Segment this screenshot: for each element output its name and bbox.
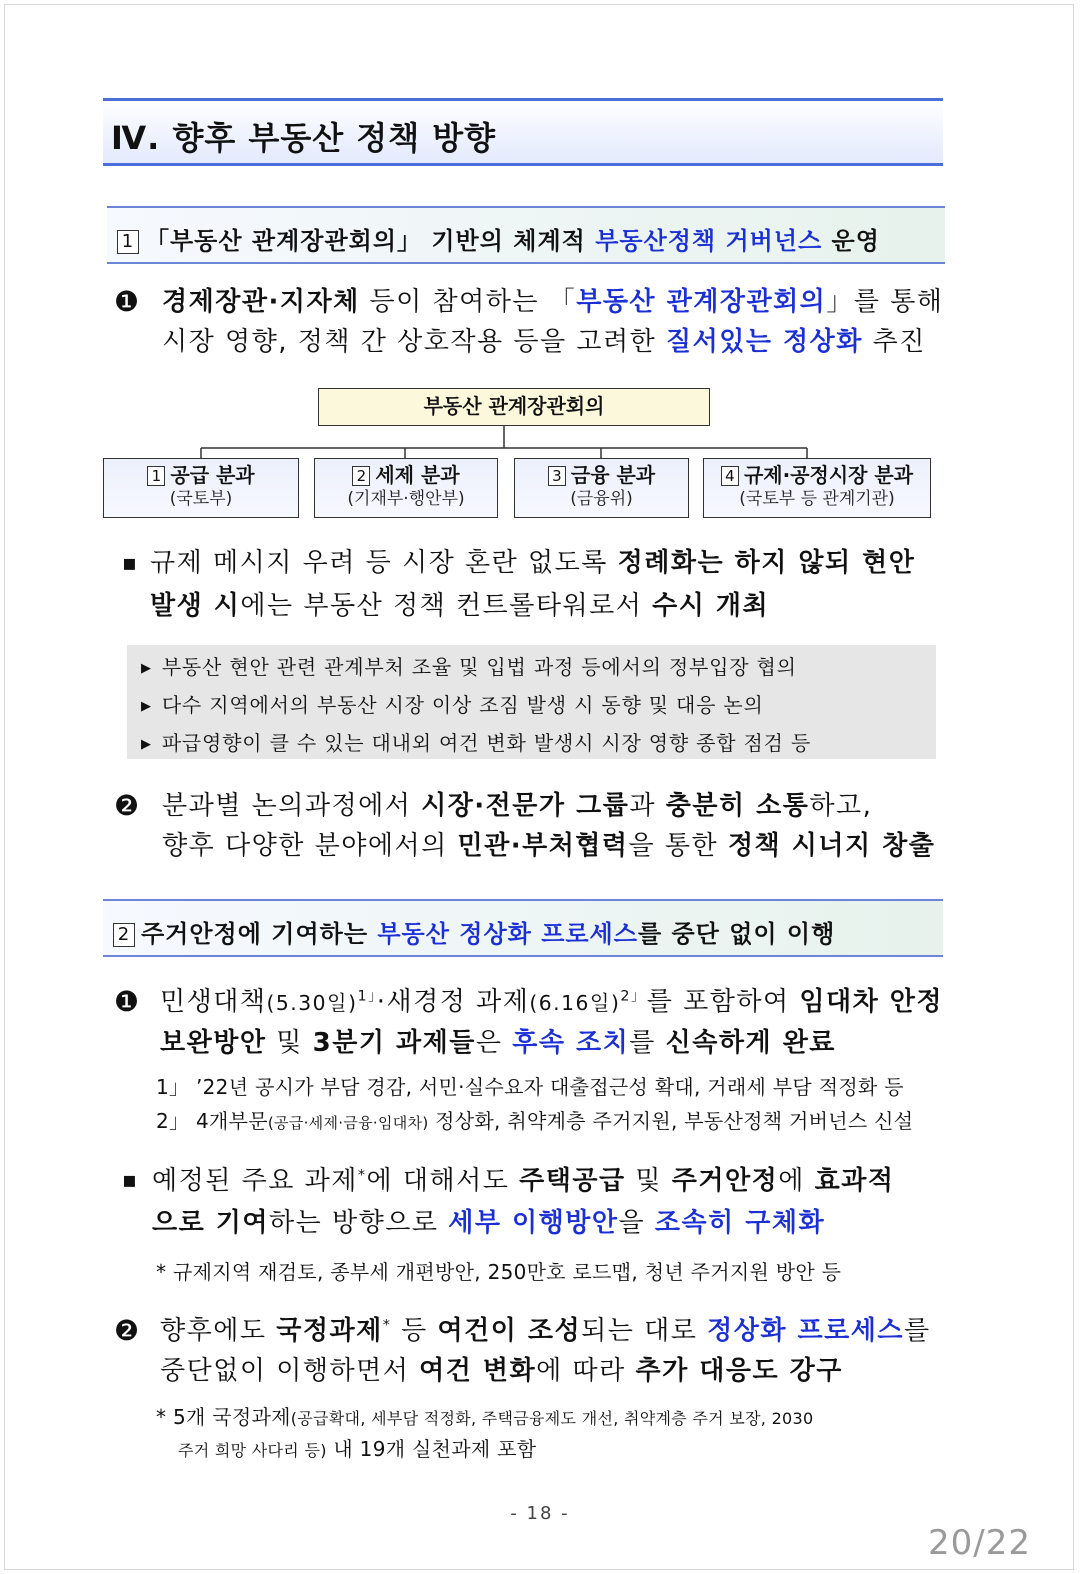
- heading-text: 주거안정에 기여하는: [141, 920, 378, 948]
- square-bullet-icon: ▪: [122, 1168, 139, 1193]
- circled-number-2-icon: ❷: [114, 1314, 141, 1347]
- text: 시장 영향, 정책 간 상호작용 등을 고려한: [162, 327, 666, 357]
- bullet-paragraph-1: [122, 542, 915, 628]
- box-subtitle: (국토부 등 관계기관): [739, 489, 895, 509]
- subsection-2-heading: [103, 899, 943, 957]
- box-number: 3: [548, 466, 566, 486]
- bold-text: 충분히 소통: [665, 791, 810, 821]
- footnote-star-1: * 규제지역 재검토, 종부세 개편방안, 250만호 로드맵, 청년 주거지원 방안 등: [156, 1260, 842, 1284]
- org-chart-top-box: 부동산 관계장관회의: [318, 388, 710, 426]
- heading-highlight: 부동산 정상화 프로세스: [377, 920, 638, 948]
- text: 에: [778, 1166, 815, 1196]
- box-subtitle: (국토부): [169, 489, 233, 509]
- text: 를 포함하여: [646, 987, 800, 1017]
- bold-text: 여건이 조성: [437, 1316, 582, 1346]
- detail-text: 부동산 현안 관련 관계부처 조율 및 입법 과정 등에서의 정부입장 협의: [161, 655, 797, 679]
- footnote-ref: 1」: [357, 988, 377, 1005]
- text: 추진: [862, 327, 926, 357]
- text: ·새경정 과제: [376, 987, 530, 1017]
- text: 분과별 논의과정에서: [162, 791, 422, 821]
- footnote-2: [156, 1105, 913, 1140]
- text: 정상화, 취약계층 주거지원, 부동산정책 거버넌스 신설: [428, 1109, 914, 1133]
- subsection-number: 1: [117, 230, 139, 254]
- bold-text: 수시 개최: [652, 591, 770, 621]
- text: 및: [266, 1028, 313, 1058]
- text: 등: [391, 1316, 438, 1346]
- text: 2」 4개부문: [156, 1109, 268, 1133]
- heading-text: 운영: [822, 227, 880, 255]
- text: 은: [475, 1028, 513, 1058]
- text: 등이 참여하는 「: [359, 287, 577, 317]
- heading-highlight: 부동산정책 거버넌스: [595, 227, 823, 255]
- org-box-regulation: [703, 458, 931, 518]
- box-subtitle: (기재부·행안부): [347, 489, 465, 509]
- page-number: - 18 -: [510, 1503, 570, 1524]
- paragraph-3: [114, 982, 943, 1063]
- small-text: 주거 희망 사다리 등): [178, 1441, 327, 1460]
- detail-text: 파급영향이 클 수 있는 대내외 여건 변화 발생시 시장 영향 종합 점검 등: [161, 731, 812, 755]
- bold-text: 경제장관·지자체: [162, 287, 360, 317]
- small-text: (공급·세제·금융·임대차): [267, 1114, 429, 1132]
- bold-text: 정책 시너지 창출: [727, 831, 936, 861]
- bold-text: 임대차 안정: [799, 987, 944, 1017]
- footnote-ref: 2」: [620, 988, 647, 1005]
- detail-item: [141, 725, 936, 763]
- org-chart-connectors: [0, 0, 1080, 470]
- bold-text: 추가 대응도 강구: [635, 1356, 843, 1386]
- bold-text: 보완방안: [160, 1028, 267, 1058]
- text: 및: [625, 1166, 672, 1196]
- text: 중단없이 이행하면서: [160, 1356, 420, 1386]
- box-title: 세제 분과: [375, 463, 460, 487]
- footnote-1: 1」 ’22년 공시가 부담 경감, 서민·실수요자 대출접근성 확대, 거래세 부담 적정화 등: [156, 1075, 904, 1099]
- highlight-text: 질서있는 정상화: [665, 327, 863, 357]
- bold-text: 국정과제: [276, 1316, 383, 1346]
- highlight-text: 세부 이행방안: [448, 1208, 619, 1238]
- text: 되는 대로: [581, 1316, 708, 1346]
- circled-number-2-icon: ❷: [114, 789, 141, 822]
- box-subtitle: (금융위): [570, 489, 633, 509]
- box-title: 규제·공정시장 분과: [743, 463, 914, 487]
- text: 에 따라: [536, 1356, 636, 1386]
- text: 을: [618, 1208, 655, 1238]
- paragraph-2: [114, 786, 935, 866]
- triangle-bullet-icon: ▶: [141, 699, 152, 714]
- text: 에는 부동산 정책 컨트롤타워로서: [240, 591, 653, 621]
- box-title: 금융 분과: [570, 463, 656, 487]
- subsection-number: 2: [113, 923, 135, 947]
- circled-number-1-icon: ❶: [114, 285, 141, 318]
- text: 민생대책: [160, 987, 267, 1017]
- text: 과: [629, 791, 666, 821]
- text: * 5개 국정과제: [156, 1405, 291, 1429]
- page-counter: 20/22: [928, 1523, 1031, 1563]
- bold-text: 으로 기여: [152, 1208, 270, 1238]
- text: 을 통한: [628, 831, 728, 861]
- text: 하고,: [809, 791, 873, 821]
- small-text: (공급확대, 세부담 적정화, 주택금융제도 개선, 취약계층 주거 보장, 2030: [290, 1409, 814, 1428]
- heading-text: 를 중단 없이 이행: [637, 920, 836, 948]
- bold-text: 신속하게 완료: [665, 1028, 836, 1058]
- text: 향후 다양한 분야에서의: [162, 831, 458, 861]
- section-title: Ⅳ. 향후 부동산 정책 방향: [103, 98, 943, 166]
- text: 를: [904, 1316, 931, 1346]
- triangle-bullet-icon: ▶: [141, 737, 152, 752]
- detail-item: [141, 687, 936, 725]
- text: 향후에도: [160, 1316, 277, 1346]
- bold-text: 효과적: [814, 1166, 895, 1196]
- date-text: (6.16일): [529, 991, 621, 1015]
- date-text: (5.30일): [266, 991, 358, 1015]
- bold-text: 여건 변화: [419, 1356, 537, 1386]
- org-box-finance: [514, 458, 689, 518]
- text: 규제 메시지 우려 등 시장 혼란 없도록: [150, 548, 618, 578]
- text: 내 19개 실천과제 포함: [326, 1437, 537, 1461]
- bullet-paragraph-2: [122, 1160, 894, 1244]
- org-box-tax: [314, 458, 498, 518]
- triangle-bullet-icon: ▶: [141, 661, 152, 676]
- text: 하는 방향으로: [269, 1208, 449, 1238]
- footnote-ref: *: [382, 1317, 392, 1334]
- highlight-text: 후속 조치: [512, 1028, 630, 1058]
- bold-text: 정례화는 하지 않되 현안: [617, 548, 916, 578]
- square-bullet-icon: ▪: [122, 551, 139, 576]
- footnote-ref: *: [357, 1167, 367, 1184]
- bold-text: 주택공급: [519, 1166, 626, 1196]
- text: 에 대해서도: [366, 1166, 520, 1196]
- heading-text: 「부동산 관계장관회의」 기반의 체계적: [145, 227, 596, 255]
- text: 예정된 주요 과제: [152, 1166, 358, 1196]
- box-number: 2: [352, 466, 370, 486]
- text: 」를 통해: [826, 287, 944, 317]
- bold-text: 민관·부처협력: [457, 831, 629, 861]
- bold-text: 3분기 과제들: [312, 1028, 476, 1058]
- detail-box: [127, 645, 936, 759]
- bold-text: 시장·전문가 그룹: [421, 791, 630, 821]
- box-number: 1: [147, 466, 165, 486]
- bold-text: 주거안정: [671, 1166, 779, 1196]
- org-box-supply: [103, 458, 299, 518]
- box-number: 4: [721, 466, 739, 486]
- footnote-star-2-cont: [178, 1433, 536, 1467]
- paragraph-4: [114, 1311, 931, 1391]
- detail-item: [141, 649, 936, 687]
- highlight-text: 조속히 구체화: [654, 1208, 826, 1238]
- highlight-text: 부동산 관계장관회의: [576, 287, 827, 317]
- bold-text: 발생 시: [150, 591, 241, 621]
- footnote-star-2: [156, 1401, 814, 1435]
- text: 를: [629, 1028, 666, 1058]
- circled-number-1-icon: ❶: [114, 985, 141, 1018]
- detail-text: 다수 지역에서의 부동산 시장 이상 조짐 발생 시 동향 및 대응 논의: [161, 693, 764, 717]
- box-title: 공급 분과: [170, 463, 255, 487]
- highlight-text: 정상화 프로세스: [707, 1316, 905, 1346]
